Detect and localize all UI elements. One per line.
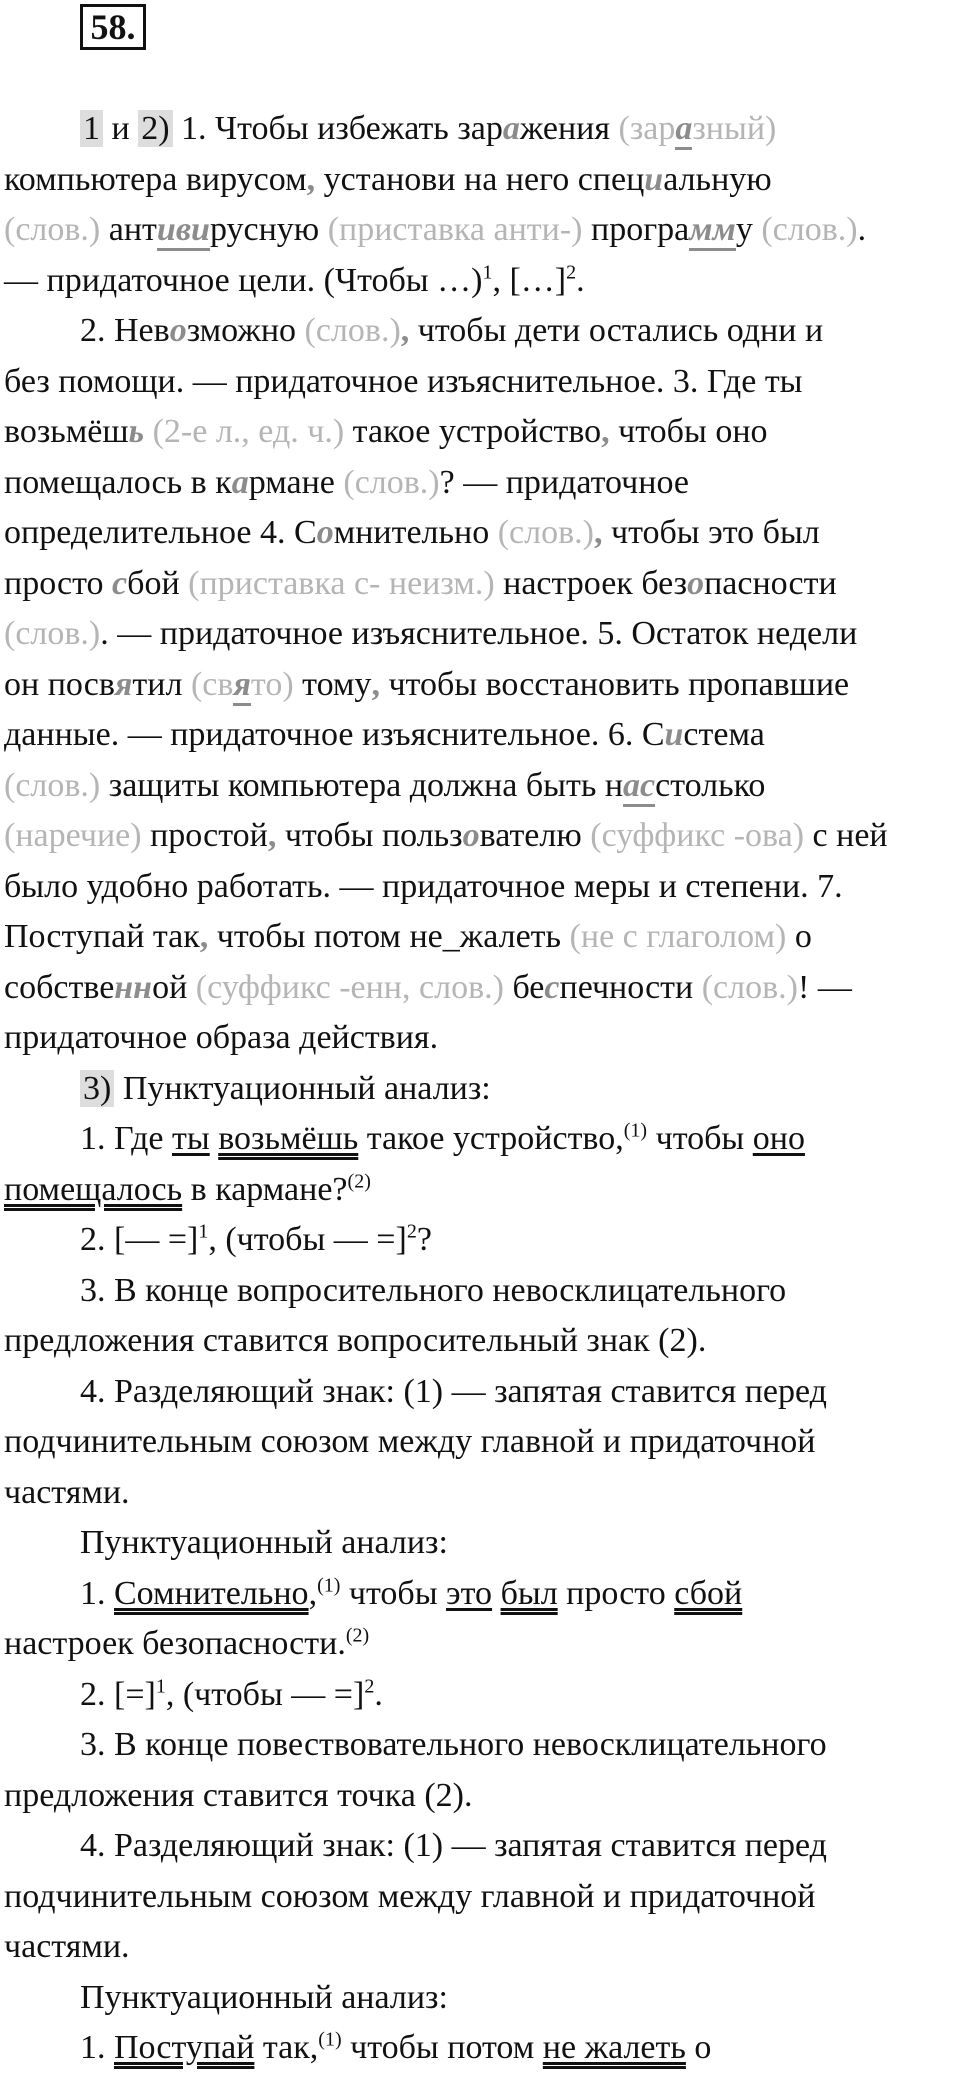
paragraph: 3. В конце повествовательного невосклицательного <box>80 1726 827 1763</box>
hint: (приставка с- неизм.) <box>188 564 495 602</box>
line: определительное 4. Сомнительно (слов.), чтобы это был <box>4 514 820 551</box>
hint: (приставка анти-) <box>327 211 583 248</box>
line: данные. — придаточное изъяснительное. 6. Система <box>4 716 765 753</box>
paragraph: 2. [— =]$^1$, (чтобы — =]$^2$? <box>80 1220 432 1258</box>
hint: (слов.) <box>4 766 101 804</box>
highlight-mark: 2) <box>138 110 172 147</box>
line: возьмёшь (2-е л., ед. ч.) такое устройство, чтобы оно <box>4 413 768 450</box>
paragraph: 1. Где ты возьмёшь такое устройство,$^{(1)}$ чтобы оно <box>80 1119 805 1157</box>
answer-text <box>4 104 956 2074</box>
line: предложения ставится точка (2). <box>4 1776 473 1814</box>
hint: (слов.) <box>761 211 858 248</box>
highlight-mark: 3) <box>80 1070 114 1107</box>
line: (слов.). — придаточное изъяснительное. 5. Остаток недели <box>4 615 858 652</box>
hint: (слов.) <box>343 463 440 501</box>
task-number: 58. <box>80 4 146 50</box>
hint: (суффикс -енн, слов.) <box>195 968 504 1006</box>
line: (слов.) антивирусную (приставка анти-) программу (слов.). <box>4 205 956 256</box>
hint: (заразный) <box>619 110 777 150</box>
line: помещалось в кармане (слов.)? — придаточное <box>4 463 689 501</box>
line: просто сбой (приставка с- неизм.) настроек безопасности <box>4 564 837 602</box>
paragraph: 2. Невозможно (слов.), чтобы дети остались одни и <box>80 312 824 349</box>
line: он посвятил (свято) тому, чтобы восстановить пропавшие <box>4 660 956 711</box>
paragraph: 1 и 2) 1. Чтобы избежать заражения (заразный) <box>4 104 956 155</box>
line: подчинительным союзом между главной и придаточной <box>4 1877 816 1915</box>
line: настроек безопасности.$^{(2)}$ <box>4 1624 370 1662</box>
paragraph: 1. Поступай так,$^{(1)}$ чтобы потом не жалеть о <box>80 2028 712 2066</box>
line: (слов.) защиты компьютера должна быть насстолько <box>4 761 956 812</box>
hint: (суффикс -ова) <box>590 817 805 854</box>
line: предложения ставится вопросительный знак (2). <box>4 1322 707 1359</box>
line: (наречие) простой, чтобы пользователю (суффикс -ова) с ней <box>4 817 888 854</box>
line: частями. <box>4 1473 130 1511</box>
hint: (слов.) <box>497 514 594 551</box>
hint: (не с глаголом) <box>569 918 787 955</box>
line: было удобно работать. — придаточное меры и степени. 7. <box>4 867 843 905</box>
line: частями. <box>4 1928 130 1965</box>
paragraph: 3. В конце вопросительного невосклицательного <box>80 1271 787 1309</box>
paragraph: 2. [=]$^1$, (чтобы — =]$^2$. <box>80 1675 383 1713</box>
line: без помощи. — придаточное изъяснительное. 3. Где ты <box>4 362 803 400</box>
line: придаточное образа действия. <box>4 1019 439 1056</box>
hint: (слов.) <box>701 968 798 1006</box>
hint: (свято) <box>191 666 294 706</box>
hint: (слов.) <box>4 615 101 652</box>
line: помещалось в кармане?$^{(2)}$ <box>4 1170 371 1208</box>
paragraph: 4. Разделяющий знак: (1) — запятая ставится перед <box>80 1372 827 1410</box>
paragraph: 1. Сомнительно,$^{(1)}$ чтобы это был просто сбой <box>80 1574 743 1612</box>
line: — придаточное цели. (Чтобы …)$^1$, […]$^2$. <box>4 261 585 299</box>
line: подчинительным союзом между главной и придаточной <box>4 1423 816 1460</box>
section-heading: Пунктуационный анализ: <box>80 1978 448 2016</box>
line: компьютера вирусом, установи на него специальную <box>4 160 772 198</box>
hint: (наречие) <box>4 817 142 854</box>
hint: (2-е л., ед. ч.) <box>152 413 345 450</box>
line: собственной (суффикс -енн, слов.) беспечности (слов.)! — <box>4 968 852 1006</box>
section-heading: 3) Пунктуационный анализ: <box>4 1064 956 1115</box>
paragraph: 4. Разделяющий знак: (1) — запятая ставится перед <box>80 1827 827 1864</box>
line: Поступай так, чтобы потом не_жалеть (не с глаголом) о <box>4 918 812 955</box>
hint: (слов.) <box>304 312 401 349</box>
section-heading: Пунктуационный анализ: <box>80 1524 448 1561</box>
hint: (слов.) <box>4 211 101 248</box>
highlight-mark: 1 <box>80 110 103 147</box>
